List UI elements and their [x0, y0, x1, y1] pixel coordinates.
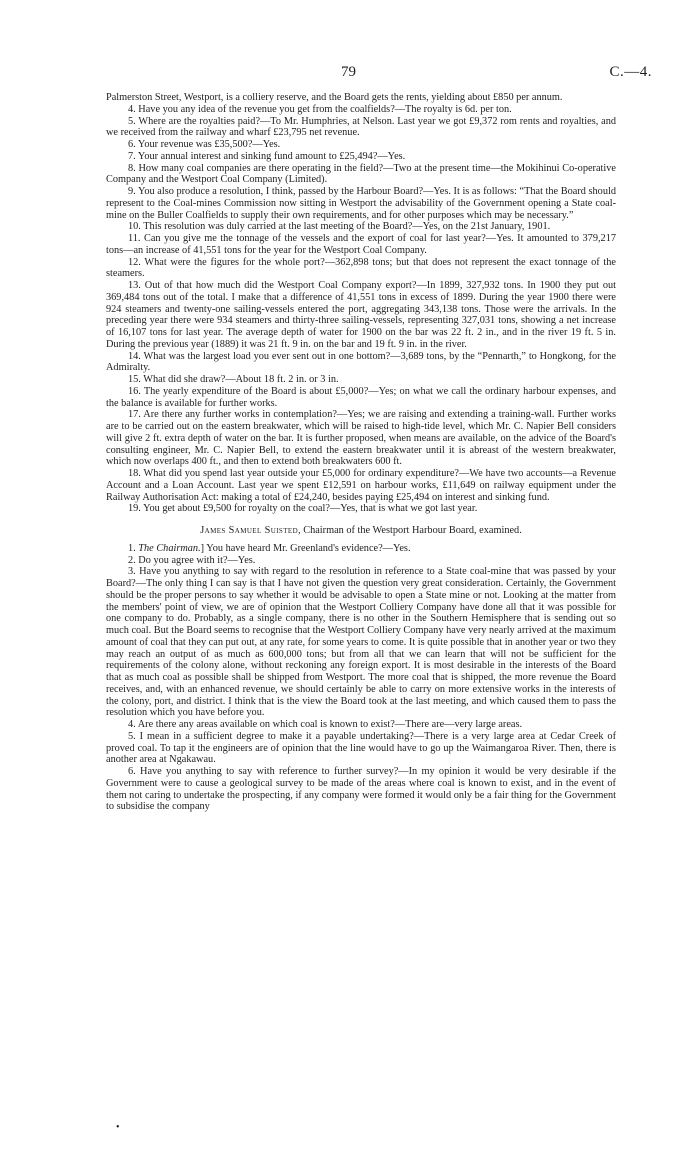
question-7: 7. Your annual interest and sinking fund amount to £25,494?—Yes.	[128, 150, 406, 162]
witness-heading	[106, 525, 616, 537]
question-16: 16. The yearly expenditure of the Board is about £5,000?—Yes; on what we call the ordinary harbour expenses, and the balance is available for further works.	[106, 385, 616, 409]
witness-name: James Samuel Suisted	[200, 525, 299, 536]
question-13: 13. Out of that how much did the Westport Coal Company export?—In 1899, 327,932 tons. In 1900 they put out 369,484 tons out of the total. I make that a difference of 41,551 tons in excess of 1899. During the year 1900 there were 924 steamers and twenty-one sailing-vessels entered the port, aggregating 343,138 tons. Those were the arrivals. In the preceding year there were 934 steamers and thirty-three sailing-vessels, representing 327,031 tons, showing a net increase of 16,107 tons for last year. The average depth of water for 1900 on the bar was 22 ft. 2 in., and in the river 19 ft. 5 in. During the previous year (1889) it was 21 ft. 9 in. on the bar and 19 ft. 9 in. in the river.	[106, 280, 616, 350]
question-14: 14. What was the largest load you ever sent out in one bottom?—3,689 tons, by the “Pennarth,” to Hongkong, for the Admiralty.	[106, 350, 616, 374]
witness-title: , Chairman of the Westport Harbour Board, examined.	[298, 525, 522, 536]
question-10: 10. This resolution was duly carried at the last meeting of the Board?—Yes, on the 21st January, 1901.	[128, 221, 551, 233]
question-12: 12. What were the figures for the whole port?—362,898 tons; but that does not represent the exact tonnage of the steamers.	[106, 256, 616, 280]
question-2: 2. Do you agree with it?—Yes.	[128, 554, 256, 566]
question-11: 11. Can you give me the tonnage of the vessels and the export of coal for last year?—Yes. It amounted to 379,217 tons—an increase of 41,551 tons for the year for the Westport Coal Company.	[106, 233, 616, 256]
question-9: 9. You also produce a resolution, I think, passed by the Harbour Board?—Yes. It is as follows: “That the Board should represent to the Coal-mines Commission now sitting in Westport the advisability of the Government opening a State coal-mine on the Buller Coalfields to supply their own requirements, and for other purposes which may be necessary.”	[106, 186, 616, 221]
question-17: 17. Are there any further works in contemplation?—Yes; we are raising and extending a training-wall. Further works are to be carried out on the eastern breakwater, which will be raised to high-tide level, which Mr. C. Napier Bell considers will give 2 ft. extra depth of water on the bar. It is further proposed, when means are available, on the advice of the Board's consulting engineer, Mr. C. Napier Bell, to extend the eastern breakwater until it is abreast of the western breakwater, which now overlaps 400 ft., and then to extend both breakwaters 600 ft.	[106, 409, 616, 468]
question-number: 1.	[128, 542, 139, 554]
page-header	[0, 64, 700, 84]
question-6: 6. Your revenue was £35,500?—Yes.	[128, 139, 281, 150]
paragraph: Palmerston Street, Westport, is a colliery reserve, and the Board gets the rents, yielding about £850 per annum.	[106, 92, 563, 103]
document-reference: C.—4.	[609, 64, 652, 80]
question-1	[106, 543, 616, 555]
question-4b: 4. Are there any areas available on which coal is known to exist?—There are—very large areas.	[128, 719, 523, 730]
question-3: 3. Have you anything to say with regard to the resolution in reference to a State coal-mine that was passed by your Board?—The only thing I can say is that I have not given the question very great consideration. Certainly, the Government should be the proper persons to say whether it would be advisable to open a State mine or not. Looking at the matter from the members' point of view, we are of opinion that the Westport Colliery Company have done all that it was possible for one company to do. Probably, as a single company, there is no other in the Southern Hemisphere that is sending out so much coal. But the Board seems to recognise that the Westport Colliery Company have very nearly arrived at the maximum amount of coal that they can put out, at any rate, for some years to come. It is quite possible that in another year or two they may reach an output of as much as 600,000 tons; but from all that we can learn that will not be sufficient for the requirements of the colony alone, without reckoning any foreign export. It is most desirable in the interests of the Board that as much coal as possible shall be shipped from Westport. The more coal that is shipped, the more revenue the Board receives, and, with an enhanced revenue, we should certainly be able to carry on more extensive works in the interests of the colony, port, and district. I think that is the view the Board took at the last meeting, and which caused them to pass the resolution which you have before you.	[106, 566, 616, 719]
question-4: 4. Have you any idea of the revenue you get from the coalfields?—The royalty is 6d. per ton.	[128, 103, 512, 115]
question-18: 18. What did you spend last year outside your £5,000 for ordinary expenditure?—We have two accounts—a Revenue Account and a Loan Account. Last year we spent £12,591 on harbour works, £11,649 on railway equipment under the Railway Authorisation Act: making a total of £24,240, besides paying £25,494 on interest and sinking fund.	[106, 468, 616, 503]
body-text	[106, 92, 616, 813]
question-19: 19. You get about £9,500 for royalty on the coal?—Yes, that is what we got last year.	[128, 503, 478, 515]
question-5: 5. Where are the royalties paid?—To Mr. Humphries, at Nelson. Last year we got £9,372 rom rents and royalties, and we received from the railway and wharf £23,795 net revenue.	[106, 115, 616, 139]
page-number: 79	[341, 64, 356, 80]
question-text: ] You have heard Mr. Greenland's evidence?—Yes.	[200, 542, 411, 554]
question-6b: 6. Have you anything to say with reference to further survey?—In my opinion it would be very desirable if the Government were to cause a geological survey to be made of the areas where coal is known to exist, and in the event of them not caring to undertake the prospecting, if any company were formed it would only be a fair thing for the Government to subsidise the company	[106, 766, 616, 813]
question-8: 8. How many coal companies are there operating in the field?—Two at the present time—the Mokihinui Co-operative Company and the Westport Coal Company (Limited).	[106, 162, 616, 186]
footer-mark: •	[116, 1122, 120, 1133]
question-5b: 5. I mean in a sufficient degree to make it a payable undertaking?—There is a very large area at Cedar Creek of proved coal. To tap it the engineers are of opinion that the line would have to go up the Waimangaroa River. Then, there is another area at Ngakawau.	[106, 730, 616, 766]
question-15: 15. What did she draw?—About 18 ft. 2 in. or 3 in.	[128, 374, 339, 385]
speaker-name: The Chairman.	[138, 542, 201, 554]
